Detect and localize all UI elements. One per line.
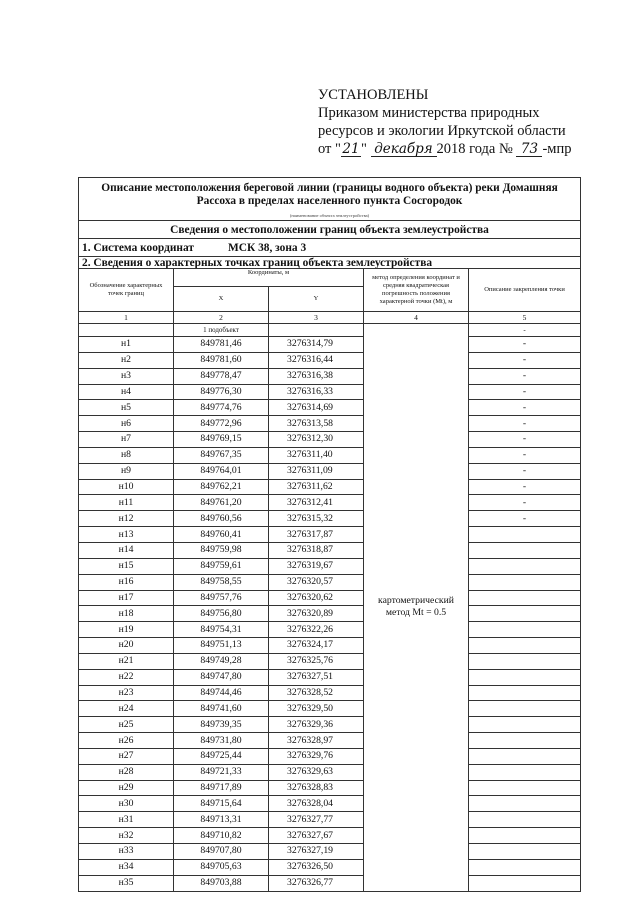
coord-x: 849772,96 xyxy=(174,416,269,432)
table-row xyxy=(79,352,581,368)
table-row xyxy=(79,511,581,527)
coordinate-system-label: 1. Система координат xyxy=(82,241,194,254)
fix-description: - xyxy=(469,479,581,495)
coord-y: 3276311,09 xyxy=(269,463,364,479)
fix-description xyxy=(469,590,581,606)
column-number: 1 xyxy=(79,312,174,324)
fix-description xyxy=(469,828,581,844)
point-id: н4 xyxy=(79,384,174,400)
point-id: н1 xyxy=(79,337,174,353)
table-row xyxy=(79,701,581,717)
fix-description: - xyxy=(469,368,581,384)
table-row xyxy=(79,542,581,558)
coord-y: 3276329,63 xyxy=(269,764,364,780)
table-row xyxy=(79,606,581,622)
coord-x: 849760,56 xyxy=(174,511,269,527)
table-row xyxy=(79,748,581,764)
subobject-fix: - xyxy=(469,324,581,337)
date-day: 21 xyxy=(342,141,360,157)
coord-x: 849739,35 xyxy=(174,717,269,733)
coord-x: 849715,64 xyxy=(174,796,269,812)
approval-line-2: Приказом министерства природных xyxy=(318,105,540,121)
coord-x: 849764,01 xyxy=(174,463,269,479)
coord-y: 3276322,26 xyxy=(269,622,364,638)
fix-description xyxy=(469,638,581,654)
point-id: н3 xyxy=(79,368,174,384)
table-row xyxy=(79,447,581,463)
coord-y: 3276329,36 xyxy=(269,717,364,733)
fix-description xyxy=(469,780,581,796)
fix-description: - xyxy=(469,337,581,353)
fix-description xyxy=(469,859,581,875)
coord-x: 849744,46 xyxy=(174,685,269,701)
table-row xyxy=(79,717,581,733)
coord-y: 3276318,87 xyxy=(269,542,364,558)
coord-y: 3276313,58 xyxy=(269,416,364,432)
coord-y: 3276324,17 xyxy=(269,638,364,654)
point-id: н7 xyxy=(79,432,174,448)
table-row xyxy=(79,733,581,749)
table-row xyxy=(79,590,581,606)
table-row xyxy=(79,400,581,416)
coord-y: 3276314,79 xyxy=(269,337,364,353)
table-row xyxy=(79,432,581,448)
document-title: Описание местоположения береговой линии (границы водного объекта) реки Домашняя Рассоха в пределах населенного пункта Сосгородок xyxy=(79,178,581,213)
point-id: н21 xyxy=(79,653,174,669)
approval-line-3: ресурсов и экологии Иркутской области xyxy=(318,123,566,139)
coord-y: 3276327,67 xyxy=(269,828,364,844)
coord-y: 3276320,62 xyxy=(269,590,364,606)
column-number: 4 xyxy=(364,312,469,324)
coord-y: 3276326,50 xyxy=(269,859,364,875)
col-header-method: метод определения координат и средняя квадратическая погрешность положения характерной точки (Mt), м xyxy=(364,269,469,312)
coord-x: 849781,46 xyxy=(174,337,269,353)
coord-x: 849713,31 xyxy=(174,812,269,828)
coord-x: 849747,80 xyxy=(174,669,269,685)
subobject-empty xyxy=(269,324,364,337)
fix-description xyxy=(469,622,581,638)
coordinate-system-row xyxy=(79,239,581,257)
order-suffix: -мпр xyxy=(542,141,572,157)
column-number: 3 xyxy=(269,312,364,324)
date-quote: " xyxy=(360,141,367,157)
date-prefix: от " xyxy=(318,141,341,157)
coord-y: 3276328,83 xyxy=(269,780,364,796)
point-id: н30 xyxy=(79,796,174,812)
point-id: н12 xyxy=(79,511,174,527)
column-number-row xyxy=(79,312,581,324)
coord-x: 849707,80 xyxy=(174,844,269,860)
coord-x: 849710,82 xyxy=(174,828,269,844)
point-id: н11 xyxy=(79,495,174,511)
coord-y: 3276328,97 xyxy=(269,733,364,749)
point-id: н25 xyxy=(79,717,174,733)
fix-description xyxy=(469,542,581,558)
coord-x: 849762,21 xyxy=(174,479,269,495)
point-id: н34 xyxy=(79,859,174,875)
coord-x: 849774,76 xyxy=(174,400,269,416)
method-cell: картометрический метод Mt = 0.5 xyxy=(364,324,469,892)
fix-description: - xyxy=(469,432,581,448)
subobject-row xyxy=(79,324,581,337)
fix-description: - xyxy=(469,400,581,416)
fix-description: - xyxy=(469,416,581,432)
table-row xyxy=(79,384,581,400)
fix-description xyxy=(469,653,581,669)
fix-description xyxy=(469,558,581,574)
point-id: н15 xyxy=(79,558,174,574)
col-header-x: X xyxy=(174,287,269,312)
point-id: н19 xyxy=(79,622,174,638)
table-row xyxy=(79,527,581,543)
fix-description xyxy=(469,875,581,891)
coord-y: 3276311,62 xyxy=(269,479,364,495)
coord-x: 849769,15 xyxy=(174,432,269,448)
date-month: декабря xyxy=(371,142,437,157)
coord-x: 849757,76 xyxy=(174,590,269,606)
fix-description xyxy=(469,701,581,717)
point-id: н32 xyxy=(79,828,174,844)
fix-description xyxy=(469,733,581,749)
fix-description: - xyxy=(469,463,581,479)
table-row xyxy=(79,653,581,669)
coord-y: 3276319,67 xyxy=(269,558,364,574)
coord-y: 3276329,50 xyxy=(269,701,364,717)
fix-description xyxy=(469,527,581,543)
table-row xyxy=(79,479,581,495)
point-id: н28 xyxy=(79,764,174,780)
coord-x: 849754,31 xyxy=(174,622,269,638)
fix-description xyxy=(469,717,581,733)
point-id: н16 xyxy=(79,574,174,590)
coord-y: 3276312,41 xyxy=(269,495,364,511)
table-row xyxy=(79,796,581,812)
coordinate-system-value: МСК 38, зона 3 xyxy=(227,241,307,254)
coord-x: 849751,13 xyxy=(174,638,269,654)
coord-x: 849759,61 xyxy=(174,558,269,574)
coord-x: 849778,47 xyxy=(174,368,269,384)
column-number: 2 xyxy=(174,312,269,324)
table-row xyxy=(79,368,581,384)
title-note: (наименование объекта землеустройства) xyxy=(79,212,581,221)
approval-header xyxy=(318,86,571,158)
table-row xyxy=(79,669,581,685)
table-row xyxy=(79,685,581,701)
point-id: н6 xyxy=(79,416,174,432)
coord-y: 3276328,52 xyxy=(269,685,364,701)
coord-y: 3276327,51 xyxy=(269,669,364,685)
table-row xyxy=(79,859,581,875)
fix-description xyxy=(469,796,581,812)
coord-x: 849705,63 xyxy=(174,859,269,875)
coord-y: 3276316,33 xyxy=(269,384,364,400)
date-year: 2018 года № xyxy=(436,141,513,157)
table-row xyxy=(79,495,581,511)
point-id: н14 xyxy=(79,542,174,558)
order-number: 73 xyxy=(516,142,542,157)
point-id: н18 xyxy=(79,606,174,622)
coord-y: 3276311,40 xyxy=(269,447,364,463)
table-row xyxy=(79,622,581,638)
coord-y: 3276327,19 xyxy=(269,844,364,860)
coord-x: 849759,98 xyxy=(174,542,269,558)
coord-y: 3276325,76 xyxy=(269,653,364,669)
point-id: н8 xyxy=(79,447,174,463)
coord-x: 849741,60 xyxy=(174,701,269,717)
coord-y: 3276328,04 xyxy=(269,796,364,812)
point-id: н24 xyxy=(79,701,174,717)
fix-description xyxy=(469,669,581,685)
point-id: н27 xyxy=(79,748,174,764)
fix-description: - xyxy=(469,352,581,368)
fix-description xyxy=(469,574,581,590)
coord-x: 849721,33 xyxy=(174,764,269,780)
point-id: н10 xyxy=(79,479,174,495)
coord-y: 3276320,57 xyxy=(269,574,364,590)
points-section-title: 2. Сведения о характерных точках границ объекта землеустройства xyxy=(79,257,581,269)
point-id: н2 xyxy=(79,352,174,368)
coord-y: 3276314,69 xyxy=(269,400,364,416)
column-number: 5 xyxy=(469,312,581,324)
subobject-label: 1 подобъект xyxy=(174,324,269,337)
coord-x: 849703,88 xyxy=(174,875,269,891)
coord-y: 3276312,30 xyxy=(269,432,364,448)
table-row xyxy=(79,337,581,353)
point-id: н17 xyxy=(79,590,174,606)
approval-date-line xyxy=(318,140,571,158)
table-row xyxy=(79,463,581,479)
table-row xyxy=(79,558,581,574)
coord-x: 849761,20 xyxy=(174,495,269,511)
coord-x: 849760,41 xyxy=(174,527,269,543)
table-row xyxy=(79,764,581,780)
coord-y: 3276316,44 xyxy=(269,352,364,368)
coord-x: 849731,80 xyxy=(174,733,269,749)
point-id: н31 xyxy=(79,812,174,828)
point-id: н22 xyxy=(79,669,174,685)
coord-x: 849717,89 xyxy=(174,780,269,796)
table-row xyxy=(79,638,581,654)
point-id: н5 xyxy=(79,400,174,416)
table-row xyxy=(79,574,581,590)
subobject-empty xyxy=(79,324,174,337)
fix-description xyxy=(469,606,581,622)
coord-y: 3276326,77 xyxy=(269,875,364,891)
fix-description: - xyxy=(469,384,581,400)
table-row xyxy=(79,416,581,432)
table-row xyxy=(79,780,581,796)
point-id: н9 xyxy=(79,463,174,479)
fix-description: - xyxy=(469,447,581,463)
fix-description: - xyxy=(469,511,581,527)
point-id: н23 xyxy=(79,685,174,701)
point-id: н26 xyxy=(79,733,174,749)
point-id: н20 xyxy=(79,638,174,654)
coord-y: 3276317,87 xyxy=(269,527,364,543)
coord-x: 849749,28 xyxy=(174,653,269,669)
point-id: н13 xyxy=(79,527,174,543)
coord-x: 849776,30 xyxy=(174,384,269,400)
fix-description xyxy=(469,748,581,764)
fix-description xyxy=(469,685,581,701)
point-id: н33 xyxy=(79,844,174,860)
coord-x: 849781,60 xyxy=(174,352,269,368)
coord-y: 3276329,76 xyxy=(269,748,364,764)
coord-y: 3276327,77 xyxy=(269,812,364,828)
table-row xyxy=(79,844,581,860)
coord-y: 3276316,38 xyxy=(269,368,364,384)
fix-description xyxy=(469,812,581,828)
coord-x: 849756,80 xyxy=(174,606,269,622)
coord-x: 849758,55 xyxy=(174,574,269,590)
approval-title: УСТАНОВЛЕНЫ xyxy=(318,87,429,103)
table-row xyxy=(79,812,581,828)
fix-description: - xyxy=(469,495,581,511)
coord-x: 849725,44 xyxy=(174,748,269,764)
table-row xyxy=(79,875,581,891)
boundary-description-table xyxy=(78,177,581,892)
col-header-coords: Координаты, м xyxy=(174,269,364,287)
fix-description xyxy=(469,764,581,780)
col-header-point: Обозначение характерных точек границ xyxy=(79,269,174,312)
coord-y: 3276315,32 xyxy=(269,511,364,527)
col-header-fix: Описание закрепления точки xyxy=(469,269,581,312)
col-header-y: Y xyxy=(269,287,364,312)
point-id: н29 xyxy=(79,780,174,796)
coord-x: 849767,35 xyxy=(174,447,269,463)
point-id: н35 xyxy=(79,875,174,891)
section-title: Сведения о местоположении границ объекта землеустройства xyxy=(79,221,581,239)
fix-description xyxy=(469,844,581,860)
table-row xyxy=(79,828,581,844)
coord-y: 3276320,89 xyxy=(269,606,364,622)
